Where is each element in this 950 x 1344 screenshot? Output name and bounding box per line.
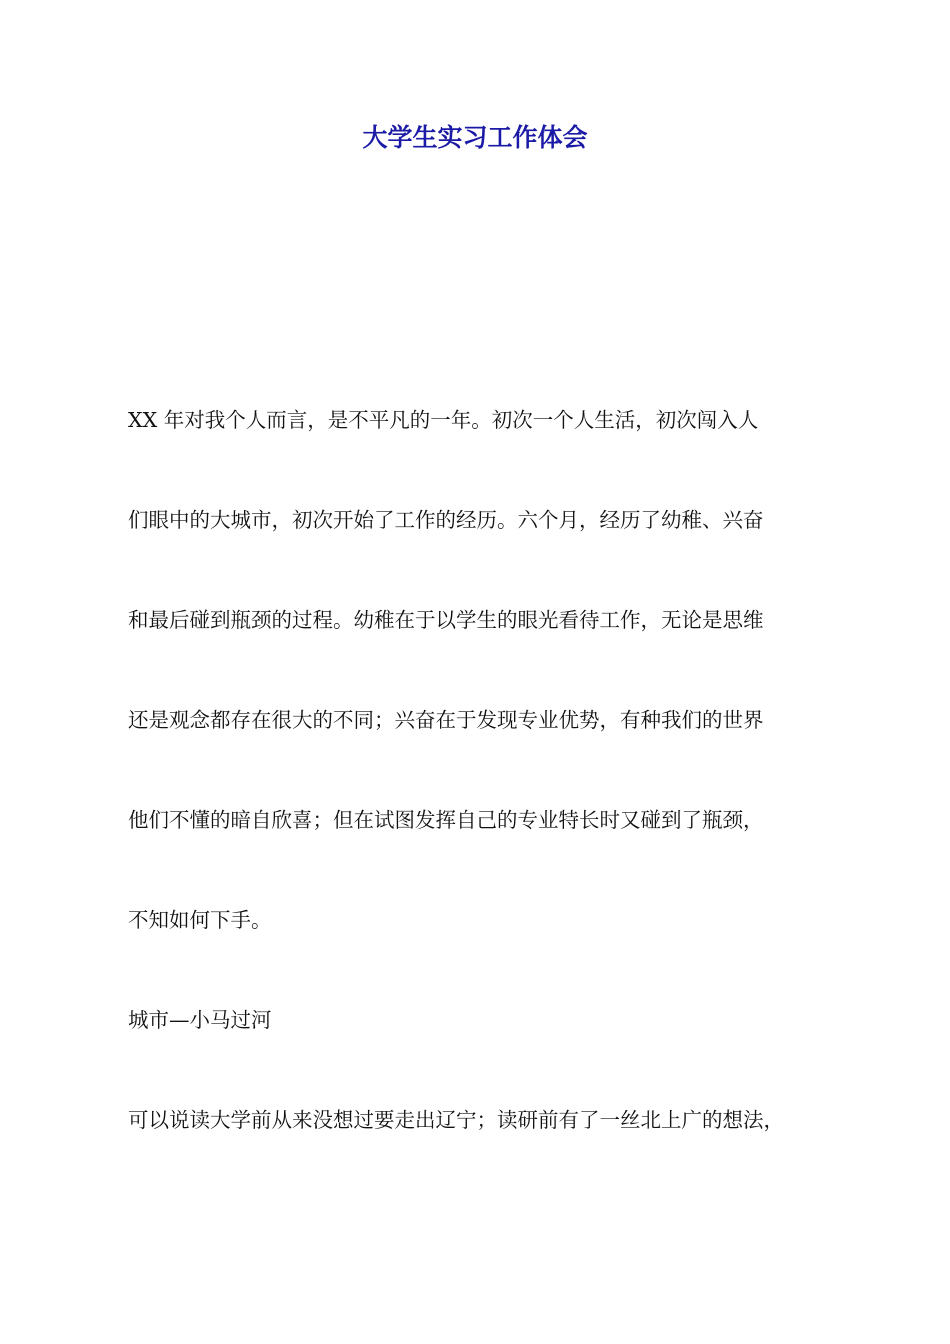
- paragraph-line: 还是观念都存在很大的不同；兴奋在于发现专业优势，有种我们的世界: [128, 708, 764, 732]
- paragraph-line: 们眼中的大城市，初次开始了工作的经历。六个月，经历了幼稚、兴奋: [128, 508, 764, 532]
- paragraph-line: 可以说读大学前从来没想过要走出辽宁；读研前有了一丝北上广的想法，: [128, 1108, 784, 1132]
- paragraph-line: 他们不懂的暗自欣喜；但在试图发挥自己的专业特长时又碰到了瓶颈，: [128, 808, 764, 832]
- document-title: 大学生实习工作体会: [362, 123, 588, 152]
- paragraph-line: 和最后碰到瓶颈的过程。幼稚在于以学生的眼光看待工作，无论是思维: [128, 608, 764, 632]
- paragraph-line: 不知如何下手。: [128, 908, 272, 932]
- paragraph-line: XX 年对我个人而言，是不平凡的一年。初次一个人生活，初次闯入人: [128, 408, 759, 432]
- section-heading: 城市—小马过河: [128, 1008, 272, 1032]
